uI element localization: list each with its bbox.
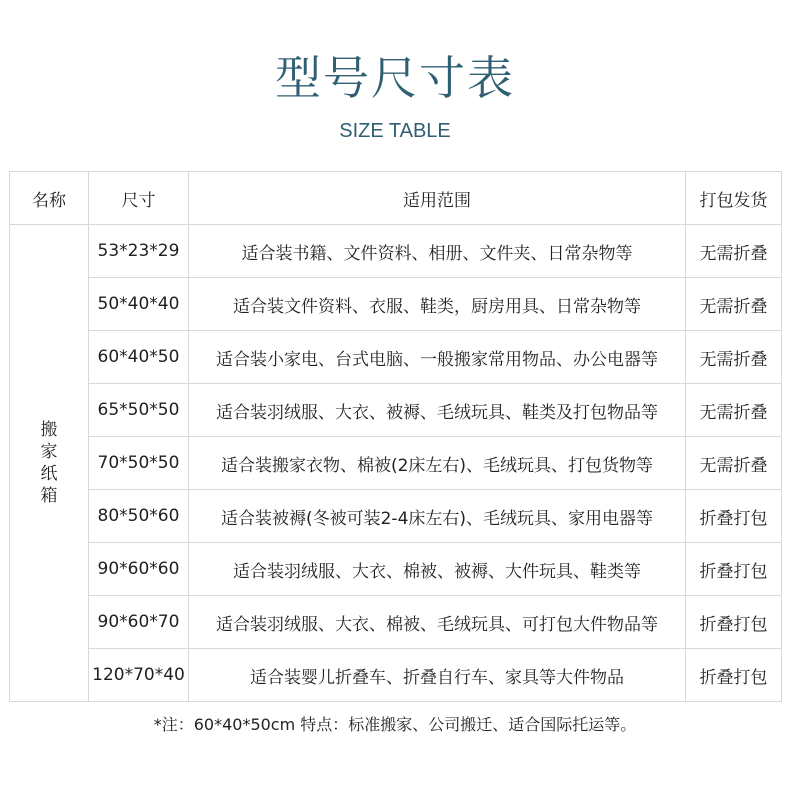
header-name: 名称 [10, 172, 89, 225]
table-header-row [10, 172, 782, 225]
usage-cell: 适合装搬家衣物、棉被(2床左右)、毛绒玩具、打包货物等 [189, 437, 686, 490]
table-row [10, 331, 782, 384]
packing-cell: 无需折叠 [686, 384, 782, 437]
packing-cell: 无需折叠 [686, 225, 782, 278]
footnote: *注：60*40*50cm 特点：标准搬家、公司搬迁、适合国际托运等。 [153, 715, 637, 734]
packing-cell: 折叠打包 [686, 596, 782, 649]
usage-cell: 适合装小家电、台式电脑、一般搬家常用物品、办公电器等 [189, 331, 686, 384]
page-title: 型号尺寸表 [275, 51, 515, 105]
size-cell: 90*60*60 [89, 543, 189, 596]
packing-cell: 折叠打包 [686, 649, 782, 702]
header-packing: 打包发货 [686, 172, 782, 225]
table-row [10, 278, 782, 331]
size-cell: 120*70*40 [89, 649, 189, 702]
table-row [10, 384, 782, 437]
table-row [10, 437, 782, 490]
category-label: 搬家纸箱 [40, 420, 58, 506]
page-subtitle: SIZE TABLE [339, 120, 451, 142]
packing-cell: 折叠打包 [686, 543, 782, 596]
size-table [9, 171, 782, 702]
packing-cell: 无需折叠 [686, 331, 782, 384]
table-row [10, 543, 782, 596]
size-cell: 70*50*50 [89, 437, 189, 490]
table-row [10, 596, 782, 649]
packing-cell: 无需折叠 [686, 437, 782, 490]
header-usage: 适用范围 [189, 172, 686, 225]
usage-cell: 适合装文件资料、衣服、鞋类，厨房用具、日常杂物等 [189, 278, 686, 331]
size-cell: 65*50*50 [89, 384, 189, 437]
usage-cell: 适合装羽绒服、大衣、被褥、毛绒玩具、鞋类及打包物品等 [189, 384, 686, 437]
size-cell: 53*23*29 [89, 225, 189, 278]
size-cell: 50*40*40 [89, 278, 189, 331]
header-size: 尺寸 [89, 172, 189, 225]
usage-cell: 适合装书籍、文件资料、相册、文件夹、日常杂物等 [189, 225, 686, 278]
packing-cell: 无需折叠 [686, 278, 782, 331]
table-row [10, 490, 782, 543]
usage-cell: 适合装被褥(冬被可装2-4床左右)、毛绒玩具、家用电器等 [189, 490, 686, 543]
usage-cell: 适合装羽绒服、大衣、棉被、毛绒玩具、可打包大件物品等 [189, 596, 686, 649]
packing-cell: 折叠打包 [686, 490, 782, 543]
usage-cell: 适合装婴儿折叠车、折叠自行车、家具等大件物品 [189, 649, 686, 702]
table-row [10, 649, 782, 702]
usage-cell: 适合装羽绒服、大衣、棉被、被褥、大件玩具、鞋类等 [189, 543, 686, 596]
size-cell: 60*40*50 [89, 331, 189, 384]
size-cell: 80*50*60 [89, 490, 189, 543]
table-row [10, 225, 782, 278]
size-cell: 90*60*70 [89, 596, 189, 649]
category-cell [10, 225, 89, 702]
